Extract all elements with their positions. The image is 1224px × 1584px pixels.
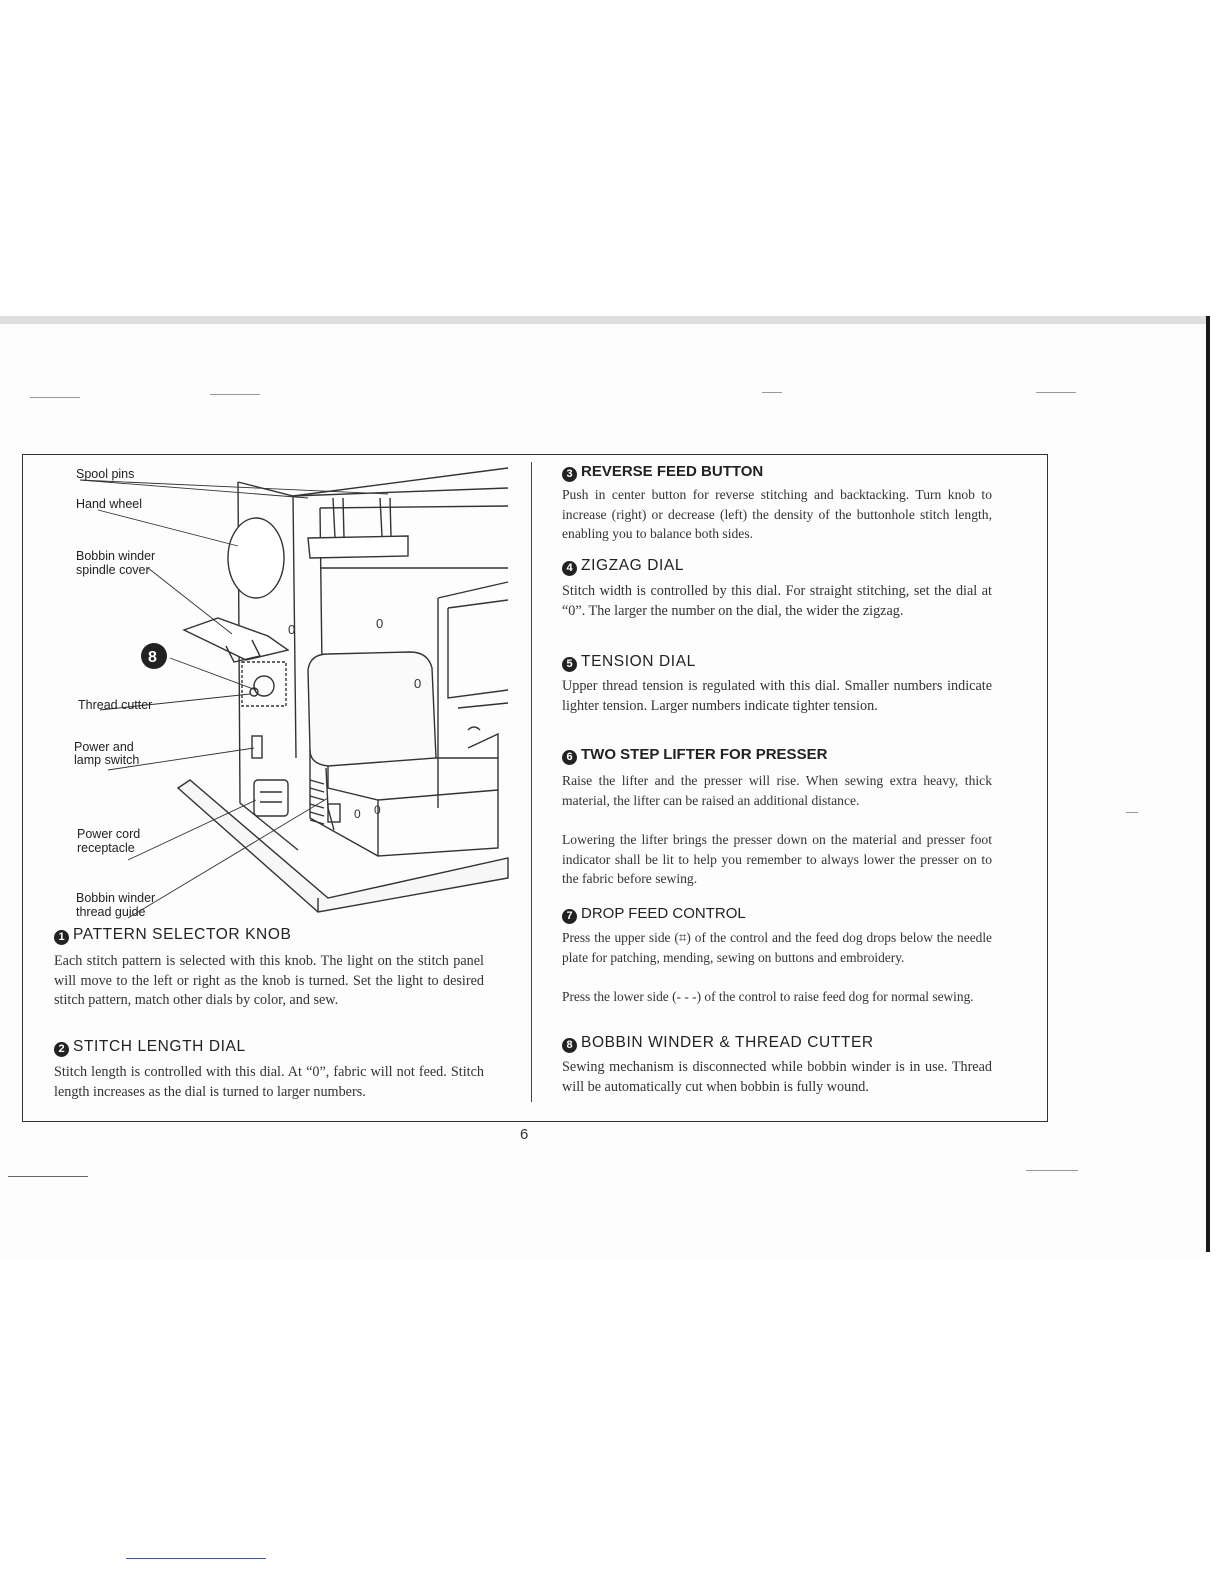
callout-hand-wheel: Hand wheel <box>76 497 143 511</box>
section-title: DROP FEED CONTROL <box>581 905 746 922</box>
scan-speck <box>210 394 260 395</box>
callout-cord-line2: receptacle <box>77 841 135 855</box>
section-text-drop-feed-lower: Press the lower side (- - -) of the control to raise feed dog for normal sewing. <box>562 989 974 1004</box>
section-number-badge: 1 <box>54 930 69 945</box>
scan-edge-shadow <box>1206 316 1210 1252</box>
scan-speck <box>1126 812 1138 813</box>
callout-power-switch-line1: Power and <box>74 740 134 754</box>
section-title: TENSION DIAL <box>581 653 696 670</box>
section-heading-tension <box>562 653 696 672</box>
section-heading-bobbin-winder <box>562 1034 874 1053</box>
dial-mark: 0 <box>374 803 381 817</box>
section-text-two-step-lifter-lower: Lowering the lifter brings the presser down on the material and presser foot indicator shall be lit to help you remember to always lower the presser on to the fabric before sewing. <box>562 832 992 887</box>
callout-guide-line1: Bobbin winder <box>76 891 156 905</box>
section-number-badge: 8 <box>562 1038 577 1053</box>
section-number-badge: 4 <box>562 561 577 576</box>
section-number-badge: 7 <box>562 909 577 924</box>
callout-spool-pins: Spool pins <box>76 467 135 481</box>
section-title: BOBBIN WINDER & THREAD CUTTER <box>581 1034 874 1051</box>
bottom-underline <box>126 1558 266 1559</box>
section-text-stitch-length: Stitch length is controlled with this dial. At “0”, fabric will not feed. Stitch length increases as the dial is turned to larger numbers. <box>54 1064 484 1100</box>
section-number-badge: 3 <box>562 467 577 482</box>
callout-power-switch-line2: lamp switch <box>74 753 140 767</box>
callout-thread-cutter: Thread cutter <box>78 698 153 712</box>
section-heading-stitch-length <box>54 1038 246 1057</box>
section-heading-reverse-feed <box>562 463 763 482</box>
scan-speck <box>30 397 80 398</box>
scan-speck <box>762 392 782 393</box>
dial-mark: 0 <box>354 807 361 821</box>
dial-mark: 0 <box>376 616 384 631</box>
section-text-bobbin-winder: Sewing mechanism is disconnected while bobbin winder is in use. Thread will be automatically cut when bobbin is fully wound. <box>562 1059 992 1095</box>
callout-bobbin-cover-line2: spindle cover <box>76 563 150 577</box>
scan-speck <box>1026 1170 1078 1171</box>
section-heading-two-step-lifter <box>562 746 827 765</box>
machine-drawing <box>28 458 510 926</box>
callout-guide-line2: thread guide <box>76 905 146 919</box>
page-number: 6 <box>520 1126 529 1143</box>
section-number-badge: 2 <box>54 1042 69 1057</box>
section-title: STITCH LENGTH DIAL <box>73 1038 246 1055</box>
section-heading-drop-feed <box>562 905 746 924</box>
section-number-badge: 6 <box>562 750 577 765</box>
section-text-pattern-selector: Each stitch pattern is selected with this knob. The light on the stitch panel will move to the left or right as the knob is turned. Set the light to desired stitch pattern, match other dials by color, and sew. <box>54 953 484 1009</box>
scan-speck <box>8 1176 88 1177</box>
dial-mark: 0 <box>414 676 422 691</box>
sewing-machine-illustration <box>28 458 510 926</box>
section-heading-zigzag <box>562 557 684 576</box>
section-title: PATTERN SELECTOR KNOB <box>73 926 292 943</box>
section-heading-pattern-selector <box>54 926 291 945</box>
callout-marker-number: 8 <box>148 649 157 666</box>
callout-bobbin-cover-line1: Bobbin winder <box>76 549 156 563</box>
section-number-badge: 5 <box>562 657 577 672</box>
section-text-reverse-feed: Push in center button for reverse stitching and backtacking. Turn knob to increase (right) or decrease (left) the density of the buttonhole stitch length, enabling you to balance both sides. <box>562 487 992 542</box>
section-text-drop-feed-upper: Press the upper side (⌗) of the control and the feed dog drops below the needle plate for patching, mending, sewing on buttons and embroidery. <box>562 930 992 965</box>
section-text-two-step-lifter-raise: Raise the lifter and the presser will rise. When sewing extra heavy, thick material, the lifter can be raised an additional distance. <box>562 773 992 808</box>
column-divider <box>531 462 532 1102</box>
section-title: REVERSE FEED BUTTON <box>581 463 764 480</box>
section-title: TWO STEP LIFTER FOR PRESSER <box>581 746 828 763</box>
section-text-zigzag: Stitch width is controlled by this dial. For straight stitching, set the dial at “0”. The larger the number on the dial, the wider the zigzag. <box>562 583 992 619</box>
section-title: ZIGZAG DIAL <box>581 557 685 574</box>
scan-speck <box>1036 392 1076 393</box>
section-text-tension: Upper thread tension is regulated with this dial. Smaller numbers indicate lighter tension. Larger numbers indicate tighter tension. <box>562 678 992 714</box>
dial-mark: 0 <box>288 622 296 637</box>
callout-cord-line1: Power cord <box>77 827 141 841</box>
